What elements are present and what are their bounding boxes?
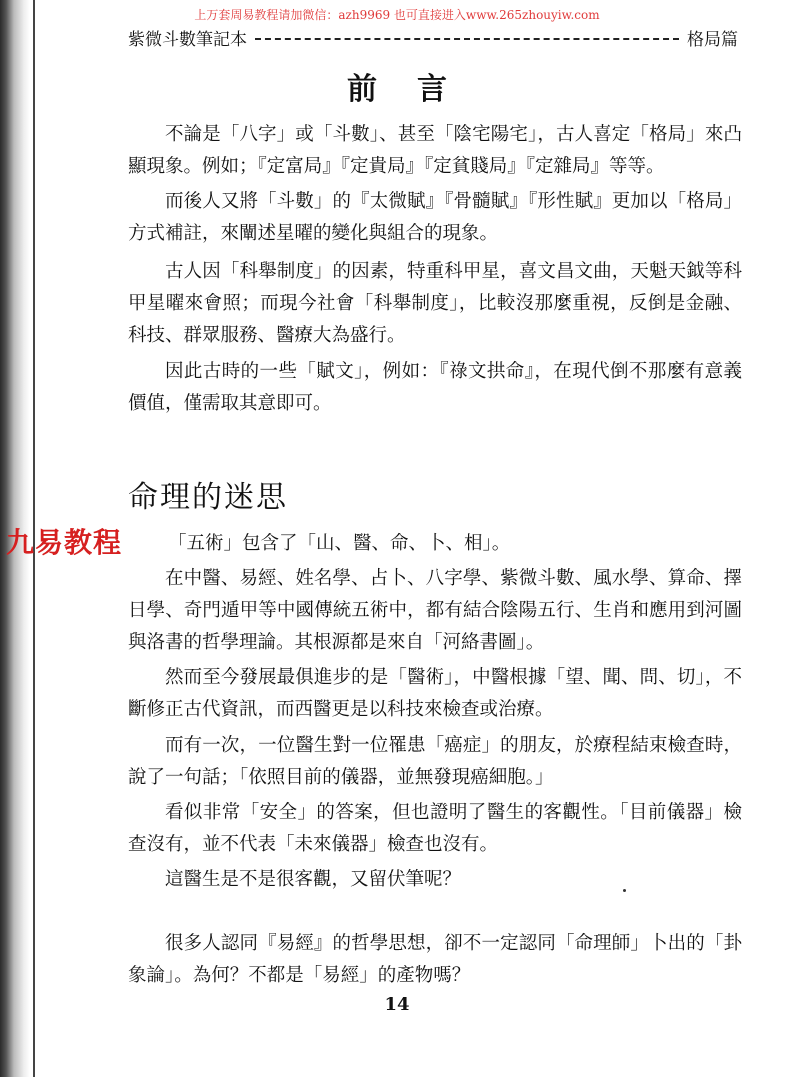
preface-paragraph-3: 古人因「科舉制度」的因素，特重科甲星，喜文昌文曲，天魁天鉞等科甲星曜來會照；而現今社會「科舉制度」，比較沒那麼重視，反倒是金融、科技、群眾服務、醫療大為盛行。 <box>128 261 742 346</box>
section-heading: 命理的迷思 <box>128 480 288 515</box>
page-title: 前言 <box>347 72 487 107</box>
top-watermark: 上万套周易教程请加微信：azh9969 也可直接进入www.265zhouyiw.com <box>194 8 600 22</box>
header-book-title: 紫微斗數筆記本 <box>128 29 247 50</box>
section-paragraph-4: 而有一次，一位醫生對一位罹患「癌症」的朋友，於療程結束檢查時，說了一句話；「依照目前的儀器，並無發現癌細胞。」 <box>128 735 742 788</box>
section-paragraph-6: 這醫生是不是很客觀，又留伏筆呢？ <box>165 869 462 890</box>
section-paragraph-3: 然而至今發展最俱進步的是「醫術」，中醫根據「望、聞、問、切」，不斷修正古代資訊，而西醫更是以科技來檢查或治療。 <box>128 667 742 720</box>
header-dashed-rule <box>255 38 679 40</box>
preface-paragraph-4: 因此古時的一些「賦文」，例如：『祿文拱命』，在現代倒不那麼有意義價值，僅需取其意即可。 <box>128 361 742 414</box>
preface-paragraph-1: 不論是「八字」或「斗數」、甚至「陰宅陽宅」，古人喜定「格局」來凸顯現象。例如；『定富局』『定貴局』『定貧賤局』『定雜局』等等。 <box>128 124 742 177</box>
scan-speck <box>623 889 626 892</box>
side-watermark: 九易教程 <box>6 526 123 559</box>
running-header <box>128 26 738 48</box>
section-paragraph-2: 在中醫、易經、姓名學、占卜、八字學、紫微斗數、風水學、算命、擇日學、奇門遁甲等中國傳統五術中，都有結合陰陽五行、生肖和應用到河圖與洛書的哲學理論。其根源都是來自「河絡書圖」。 <box>128 568 742 653</box>
section-paragraph-7: 很多人認同『易經』的哲學思想，卻不一定認同「命理師」卜出的「卦象論」。為何？不都是「易經」的產物嗎？ <box>128 933 742 986</box>
preface-paragraph-2: 而後人又將「斗數」的『太微賦』『骨髓賦』『形性賦』更加以「格局」方式補註，來闡述星曜的變化與組合的現象。 <box>128 191 742 244</box>
section-paragraph-5: 看似非常「安全」的答案，但也證明了醫生的客觀性。「目前儀器」檢查沒有，並不代表「未來儀器」檢查也沒有。 <box>128 802 742 855</box>
page-number: 14 <box>384 994 410 1015</box>
section-paragraph-1: 「五術」包含了「山、醫、命、卜、相」。 <box>168 533 511 554</box>
header-chapter: 格局篇 <box>687 29 738 50</box>
